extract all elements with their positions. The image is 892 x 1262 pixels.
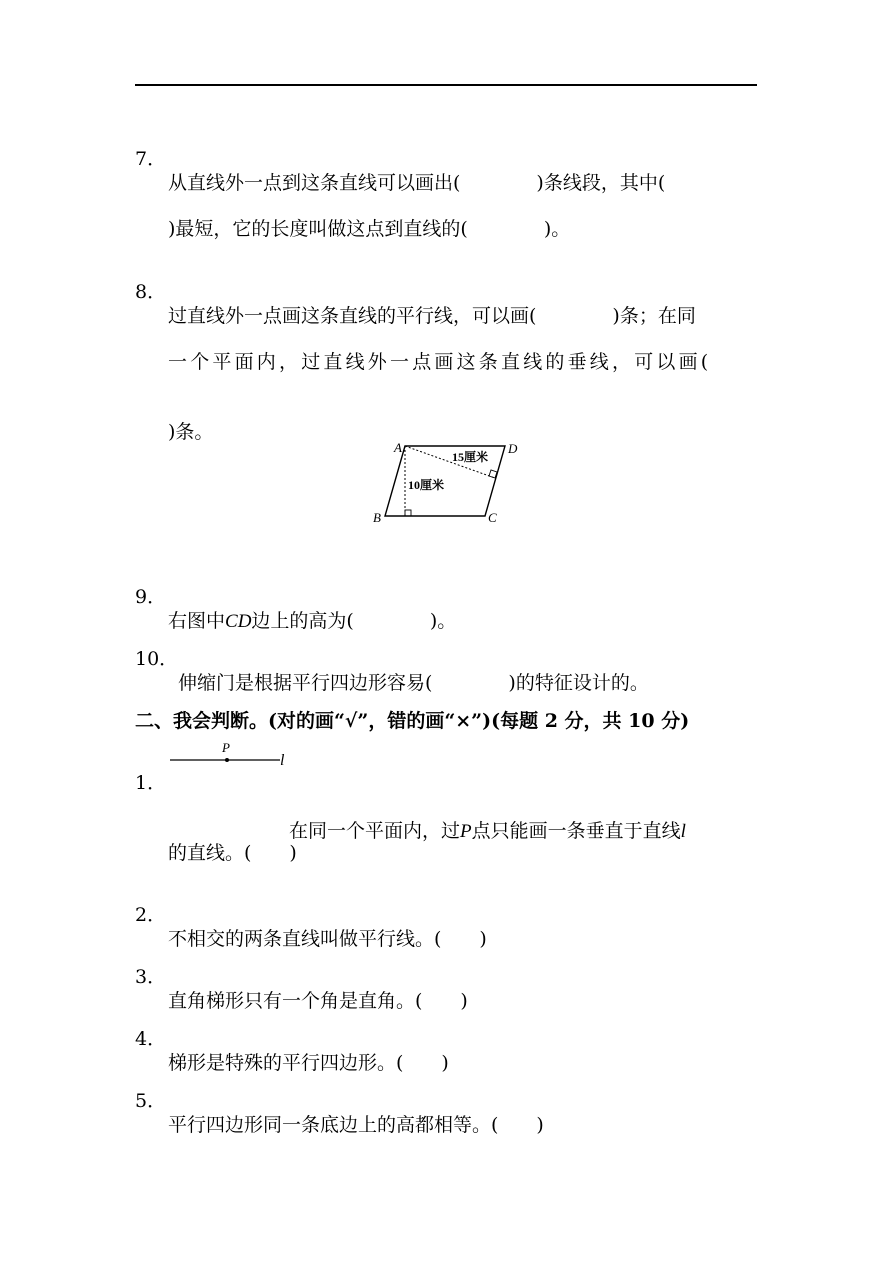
question-8 (0, 256, 696, 328)
judgement-1-continued (0, 817, 297, 865)
line-l-label: l (280, 752, 285, 769)
line-l-with-point-p (168, 741, 286, 771)
question-text: 平行四边形同一条底边上的高都相等。( ) (168, 1114, 544, 1136)
text-segment: 在同一个平面内，过 (289, 820, 461, 842)
question-text: 伸缩门是根据平行四边形容易( )的特征设计的。 (178, 672, 649, 694)
question-number: 4． (135, 1028, 167, 1050)
question-number: 8． (135, 281, 167, 303)
question-number: 10． (135, 648, 179, 670)
vertex-label-c: C (488, 510, 497, 525)
question-text: 从直线外一点到这条直线可以画出( )条线段，其中( (168, 172, 666, 194)
question-number: 1． (135, 772, 167, 794)
vertex-label-d: D (508, 441, 518, 456)
vertex-label-b: B (373, 510, 381, 525)
parallelogram-figure (360, 436, 530, 530)
section-heading: 二、我会判断。(对的画“√”，错的画“×”)(每题 2 分，共 10 分) (135, 710, 690, 732)
question-7-continued (0, 193, 571, 241)
right-angle-mark-bc (405, 510, 411, 516)
question-8-continued (0, 326, 712, 374)
judgement-5 (0, 1065, 544, 1137)
length-label-10: 10厘米 (408, 478, 445, 492)
top-rule (135, 84, 757, 86)
section-2-heading (0, 685, 690, 733)
question-text: 不相交的两条直线叫做平行线。( ) (168, 928, 487, 950)
text-segment: 点只能画一条垂直于直线 (471, 820, 681, 842)
question-8-continued (0, 396, 214, 444)
point-p-ref: P (460, 821, 472, 842)
vertex-label-a: A (394, 440, 402, 455)
text-segment: 边上的高为( )。 (251, 610, 457, 632)
question-number: 3． (135, 966, 167, 988)
length-label-15: 15厘米 (452, 450, 489, 464)
point-p (225, 758, 229, 762)
question-text: 梯形是特殊的平行四边形。( ) (168, 1052, 449, 1074)
question-number: 7． (135, 148, 167, 170)
question-text: 一个平面内，过直线外一点画这条直线的垂线，可以画( (168, 351, 712, 373)
question-text: )最短，它的长度叫做这点到直线的( )。 (168, 218, 571, 240)
question-text: 过直线外一点画这条直线的平行线，可以画( )条；在同 (168, 305, 696, 327)
point-p-label: P (222, 741, 230, 755)
question-text: )条。 (168, 421, 214, 443)
side-cd: CD (225, 611, 252, 632)
question-number: 5． (135, 1090, 167, 1112)
text-segment: 右图中 (168, 610, 226, 632)
line-l-ref: l (680, 821, 686, 842)
question-text (168, 609, 456, 634)
question-number: 9． (135, 586, 167, 608)
question-7 (0, 123, 666, 195)
question-number: 2． (135, 904, 167, 926)
question-text: 的直线。( ) (168, 842, 297, 864)
question-text (289, 819, 686, 844)
question-text: 直角梯形只有一个角是直角。( ) (168, 990, 468, 1012)
